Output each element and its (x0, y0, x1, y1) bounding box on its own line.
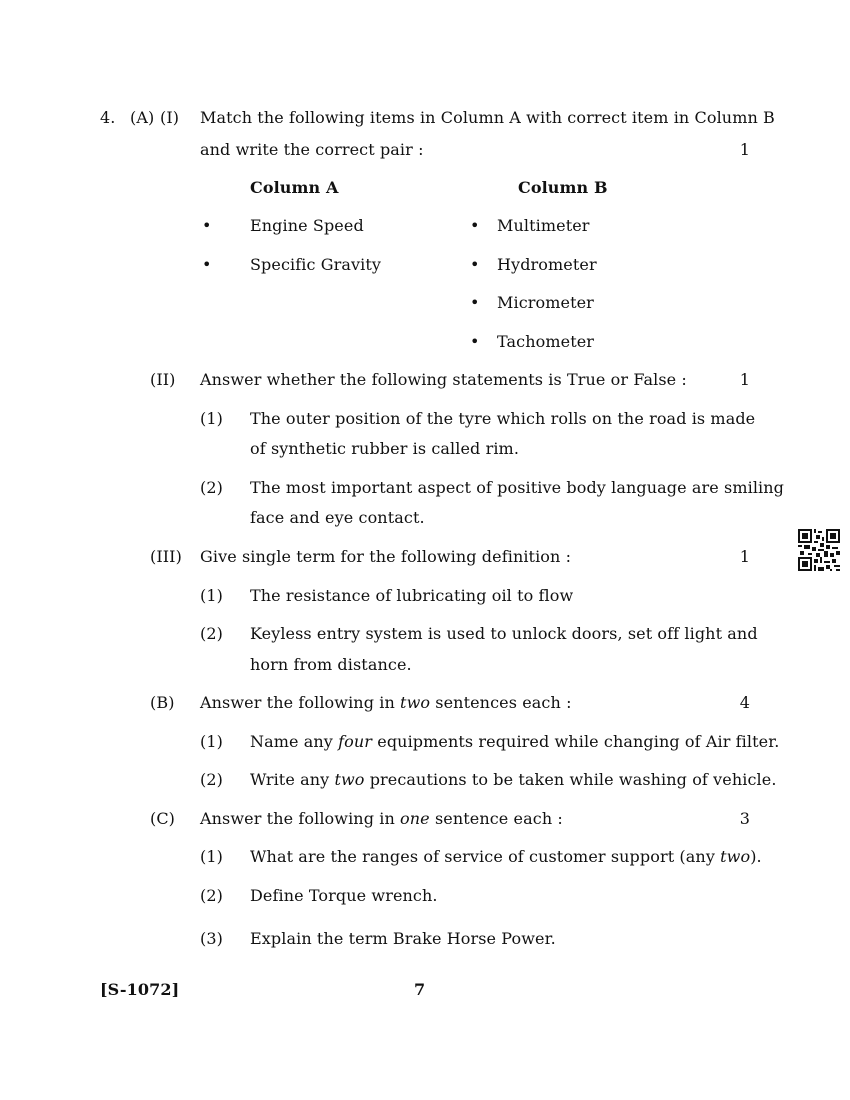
subpart-iii-text: Give single term for the following definition : (200, 547, 572, 566)
definition-text: Keyless entry system is used to unlock doors, set off light and (250, 624, 758, 643)
bullet-icon: • (202, 255, 212, 274)
column-b-item: Micrometer (497, 293, 594, 312)
column-a-header: Column A (250, 178, 339, 197)
bullet-icon: • (470, 293, 480, 312)
question-text: Name any four equipments required while changing of Air filter. (250, 732, 780, 751)
part-b-marks: 4 (739, 693, 750, 712)
bullet-icon: • (470, 216, 480, 235)
item-number: (2) (200, 624, 223, 643)
part-b-text: Answer the following in two sentences each : (200, 693, 572, 712)
column-a-item: Engine Speed (250, 216, 364, 235)
item-number: (1) (200, 586, 223, 605)
qr-code-icon (798, 529, 840, 571)
part-c-marks: 3 (739, 809, 750, 828)
subpart-i-marks: 1 (739, 140, 750, 159)
subpart-ii-text: Answer whether the following statements is True or False : (200, 370, 687, 389)
column-b-item: Hydrometer (497, 255, 597, 274)
part-b-label: (B) (150, 693, 175, 712)
subpart-i-label: (I) (160, 108, 180, 127)
subpart-iii-marks: 1 (739, 547, 750, 566)
definition-text: The resistance of lubricating oil to flow (250, 586, 574, 605)
question-number: 4. (100, 108, 116, 127)
column-b-header: Column B (518, 178, 608, 197)
item-number: (2) (200, 478, 223, 497)
column-b-item: Multimeter (497, 216, 590, 235)
statement-text: The most important aspect of positive body language are smiling (250, 478, 784, 497)
item-number: (3) (200, 929, 223, 948)
part-c-text: Answer the following in one sentence each : (200, 809, 563, 828)
bullet-icon: • (470, 332, 480, 351)
column-b-item: Tachometer (497, 332, 595, 351)
question-text: Explain the term Brake Horse Power. (250, 929, 556, 948)
part-a-label: (A) (130, 108, 155, 127)
subpart-i-text-line1: Match the following items in Column A with correct item in Column B (200, 108, 775, 127)
item-number: (2) (200, 886, 223, 905)
statement-text: The outer position of the tyre which rolls on the road is made (250, 409, 756, 428)
subpart-iii-label: (III) (150, 547, 182, 566)
definition-text: horn from distance. (250, 655, 412, 674)
question-text: Write any two precautions to be taken while washing of vehicle. (250, 770, 777, 789)
item-number: (1) (200, 409, 223, 428)
subpart-i-text-line2: and write the correct pair : (200, 140, 424, 159)
column-a-item: Specific Gravity (250, 255, 382, 274)
paper-code: [S-1072] (100, 980, 180, 999)
statement-text: face and eye contact. (250, 508, 425, 527)
subpart-ii-label: (II) (150, 370, 176, 389)
part-c-label: (C) (150, 809, 176, 828)
question-text: What are the ranges of service of customer support (any two). (250, 847, 762, 866)
subpart-ii-marks: 1 (739, 370, 750, 389)
bullet-icon: • (202, 216, 212, 235)
item-number: (2) (200, 770, 223, 789)
page-number: 7 (414, 980, 426, 999)
question-text: Define Torque wrench. (250, 886, 438, 905)
statement-text: of synthetic rubber is called rim. (250, 439, 520, 458)
item-number: (1) (200, 847, 223, 866)
item-number: (1) (200, 732, 223, 751)
bullet-icon: • (470, 255, 480, 274)
